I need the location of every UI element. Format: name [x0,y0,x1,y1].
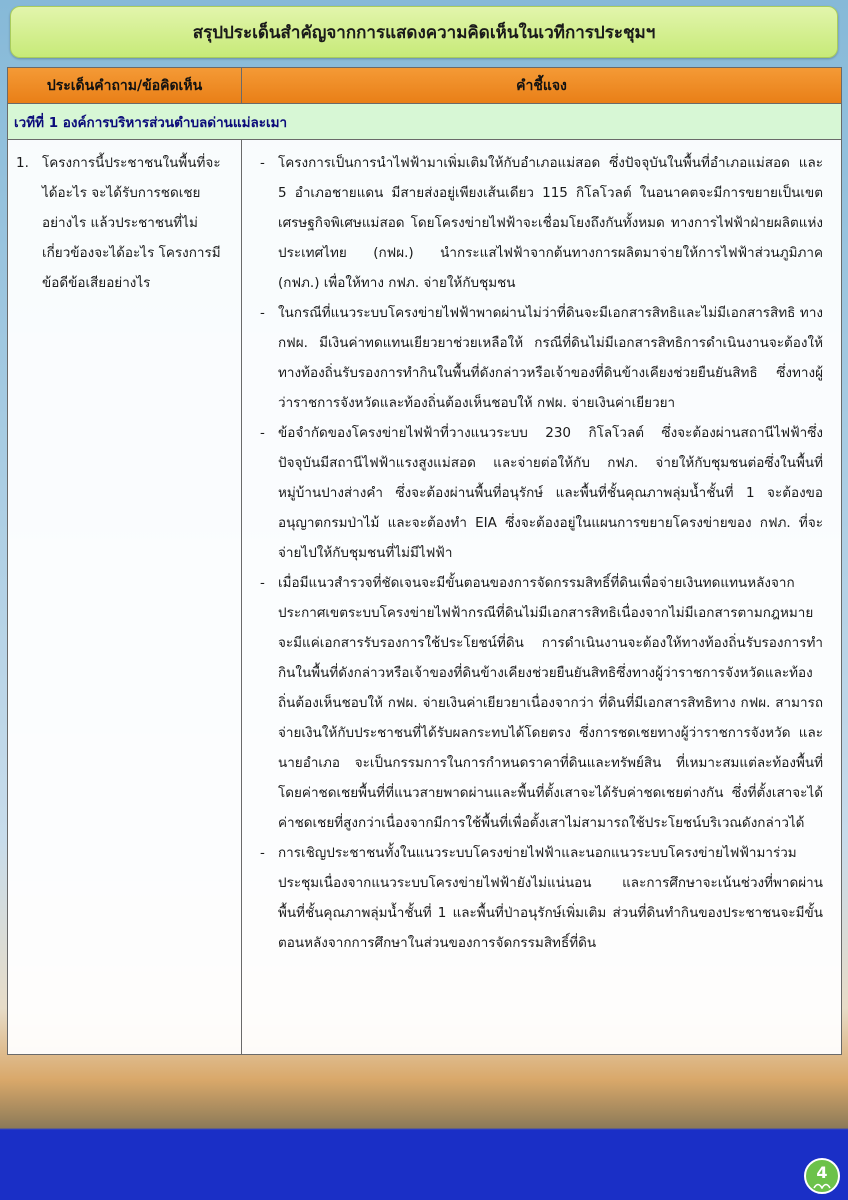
table-row [8,140,841,1054]
list-item [260,148,823,298]
answer-text: เมื่อมีแนวสำรวจที่ชัดเจนจะมีขั้นตอนของการจัดกรรมสิทธิ์ที่ดินเพื่อจ่ายเงินทดแทนหลังจากประกาศเขตระบบโครงข่ายไฟฟ้ากรณีที่ดินไม่มีเอกสารสิทธิเนื่องจากไม่มีเอกสารตามกฎหมายจะมีแค่เอกสารรับรองการใช้ประโยชน์ที่ดิน การดำเนินงานจะต้องให้ทางท้องถิ่นรับรองการทำกินในพื้นที่ดังกล่าวหรือเจ้าของที่ดินข้างเคียงช่วยยืนยันสิทธิซึ่งทางผู้ว่าราชการจังหวัดและท้องถิ่นต้องเห็นชอบให้ กฟผ. จ่ายเงินค่าเยียวยาเนื่องจากว่า ที่ดินที่มีเอกสารสิทธิทาง กฟผ. สามารถจ่ายเงินให้กับประชาชนที่ได้รับผลกระทบได้โดยตรง ซึ่งการชดเชยทางผู้ว่าราชการจังหวัด และนายอำเภอ จะเป็นกรรมการในการกำหนดราคาที่ดินและทรัพย์สิน ที่เหมาะสมแต่ละท้องพื้นที่ โดยค่าชดเชยพื้นที่ที่แนวสายพาดผ่านและพื้นที่ตั้งเสาจะได้รับค่าชดเชยต่างกัน ซึ่งที่ตั้งเสาจะได้ค่าชดเชยที่สูงกว่าเนื่องจากมีการใช้พื้นที่เพื่อตั้งเสาไม่สามารถใช้ประโยชน์บริเวณดังกล่าวได้ [278,575,823,831]
bullet-dash: - [260,305,265,321]
page-title: สรุปประเด็นสำคัญจากการแสดงความคิดเห็นในเวทีการประชุมฯ [192,22,656,43]
question-text: โครงการนี้ประชาชนในพื้นที่จะได้อะไร จะได้รับการชดเชยอย่างไร แล้วประชาชนที่ไม่เกี่ยวข้องจะได้อะไร โครงการมีข้อดีข้อเสียอย่างไร [42,155,221,291]
column-header-question: ประเด็นคำถาม/ข้อคิดเห็น [8,68,242,103]
page-number-badge [804,1158,840,1194]
answer-text: ข้อจำกัดของโครงข่ายไฟฟ้าที่วางแนวระบบ 230 กิโลโวลต์ ซึ่งจะต้องผ่านสถานีไฟฟ้าซึ่งปัจจุบันมีสถานีไฟฟ้าแรงสูงแม่สอด และจ่ายต่อให้กับ กฟภ. จ่ายให้กับชุมชนต่อซึ่งในพื้นที่หมู่บ้านปางส่างคำ ซึ่งจะต้องผ่านพื้นที่อนุรักษ์ และพื้นที่ชั้นคุณภาพลุ่มน้ำชั้นที่ 1 จะต้องขออนุญาตกรมป่าไม้ และจะต้องทำ EIA ซึ่งจะต้องอยู่ในแผนการขยายโครงข่ายของ กฟภ. ที่จะจ่ายไปให้กับชุมชนที่ไม่มีไฟฟ้า [278,425,823,561]
question-cell [8,140,242,1054]
table-header [8,68,841,104]
bullet-dash: - [260,155,265,171]
leaf-icon [813,1180,831,1189]
column-header-explanation: คำชี้แจง [516,77,567,94]
title-banner [10,6,838,58]
answer-text: การเชิญประชาชนทั้งในแนวระบบโครงข่ายไฟฟ้าและนอกแนวระบบโครงข่ายไฟฟ้ามาร่วมประชุมเนื่องจากแนวระบบโครงข่ายไฟฟ้ายังไม่แน่นอน และการศึกษาจะเน้นช่วงที่พาดผ่านพื้นที่ชั้นคุณภาพลุ่มน้ำชั้นที่ 1 และพื้นที่ป่าอนุรักษ์เพิ่มเติม ส่วนที่ดินทำกินของประชาชนจะมีขั้นตอนหลังจากการศึกษาในส่วนของการจัดกรรมสิทธิ์ที่ดิน [278,845,823,951]
explanation-cell [242,140,841,1054]
page-number: 4 [816,1162,828,1182]
list-item [260,838,823,958]
list-item [260,418,823,568]
bullet-dash: - [260,425,265,441]
answer-text: โครงการเป็นการนำไฟฟ้ามาเพิ่มเติมให้กับอำเภอแม่สอด ซึ่งปัจจุบันในพื้นที่อำเภอแม่สอด และ 5 อำเภอชายแดน มีสายส่งอยู่เพียงเส้นเดียว 115 กิโลโวลต์ ในอนาคตจะมีการขยายเป็นเขตเศรษฐกิจพิเศษแม่สอด โดยโครงข่ายไฟฟ้าจะเชื่อมโยงถึงกันทั้งหมด ทางการไฟฟ้าฝ่ายผลิตแห่งประเทศไทย (กฟผ.) นำกระแสไฟฟ้าจากต้นทางการผลิตมาจ่ายให้การไฟฟ้าส่วนภูมิภาค (กฟภ.) เพื่อให้ทาง กฟภ. จ่ายให้กับชุมชน [278,155,823,291]
footer-band [0,1130,848,1200]
list-item [260,298,823,418]
section-title: เวทีที่ 1 องค์การบริหารส่วนตำบลด่านแม่ละเมา [14,114,288,131]
section-row [8,104,841,140]
question-number: 1. [16,155,29,171]
bullet-dash: - [260,575,265,591]
list-item [260,568,823,838]
answer-text: ในกรณีที่แนวระบบโครงข่ายไฟฟ้าพาดผ่านไม่ว่าที่ดินจะมีเอกสารสิทธิและไม่มีเอกสารสิทธิ ทาง กฟผ. มีเงินค่าทดแทนเยียวยาช่วยเหลือให้ กรณีที่ดินไม่มีเอกสารสิทธิการดำเนินงานจะต้องให้ทางท้องถิ่นรับรองการทำกินในพื้นที่ดังกล่าวหรือเจ้าของที่ดินข้างเคียงช่วยยืนยันสิทธิ ซึ่งทางผู้ว่าราชการจังหวัดและท้องถิ่นต้องเห็นชอบให้ กฟผ. จ่ายเงินค่าเยียวยา [278,305,823,411]
bullet-dash: - [260,845,265,861]
summary-table [7,67,842,1055]
